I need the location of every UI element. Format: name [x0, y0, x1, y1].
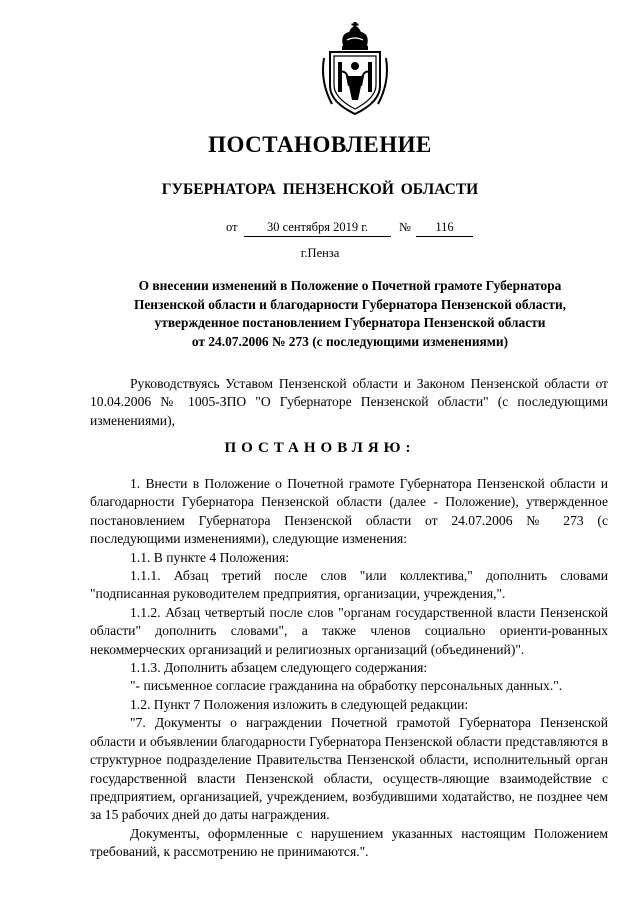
date-prefix: от — [226, 220, 238, 234]
document-date: 30 сентября 2019 г. — [244, 220, 391, 237]
document-subject — [100, 277, 600, 351]
preamble-text: Руководствуясь Уставом Пензенской области и Законом Пензенской области от 10.04.2006 № 1005-ЗПО "О Губернаторе Пензенской области" (с последующими изменениями), — [90, 376, 608, 428]
city-label: г.Пенза — [300, 246, 340, 260]
paragraph: 1.1.1. Абзац третий после слов "или коллектива," дополнить словами "подписанная руководителем предприятия, организации, учреждения,". — [90, 568, 608, 602]
paragraph: "- письменное согласие гражданина на обработку персональных данных.". — [130, 678, 563, 694]
paragraph: 1.1.3. Дополнить абзацем следующего содержания: — [130, 660, 428, 676]
preamble — [90, 375, 608, 430]
document-type-title: ПОСТАНОВЛЕНИЕ — [208, 132, 432, 157]
decree-heading: ПОСТАНОВЛЯЮ: — [224, 440, 416, 456]
subject-line: О внесении изменений в Положение о Почетной грамоте Губернатора — [138, 278, 562, 293]
paragraph: "7. Документы о награждении Почетной грамотой Губернатора Пензенской области и объявлении благодарности Губернатора Пензенской области представляются в структурное подразделение Правительства Пензенской области, исполнительный орган государственной власти Пензенской области, осуществ-ляющие взаимодействие с предприятием, организацией, учреждением, возбудившими ходатайство, не позднее чем за 15 рабочих дней до даты награждения. — [90, 715, 608, 823]
issuer-title: ГУБЕРНАТОРА ПЕНЗЕНСКОЙ ОБЛАСТИ — [161, 181, 479, 198]
subject-line: Пензенской области и благодарности Губернатора Пензенской области, — [133, 296, 567, 312]
subject-line: утвержденное постановлением Губернатора Пензенской области — [154, 315, 546, 330]
paragraph: 1.2. Пункт 7 Положения изложить в следующей редакции: — [130, 696, 469, 712]
number-prefix: № — [399, 220, 411, 234]
subject-line: от 24.07.2006 № 273 (с последующими изменениями) — [191, 333, 509, 349]
paragraph: 1. Внести в Положение о Почетной грамоте Губернатора Пензенской области и благодарности Губернатора Пензенской области (далее - Положение), утвержденное постановлением Губернатора Пензенской области от 24.07.2006 № 273 (с последующими изменениями), следующие изменения: — [90, 476, 608, 547]
paragraph: 1.1. В пункте 4 Положения: — [130, 549, 290, 565]
paragraph: 1.1.2. Абзац четвертый после слов "органам государственной власти Пензенской области" дополнить словами", а также членов социально ориенти-рованных некоммерческих организаций и религиозных организаций (объединений)". — [90, 604, 608, 657]
paragraph: Документы, оформленные с нарушением указанных настоящим Положением требований, к рассмотрению не принимаются.". — [90, 825, 608, 860]
document-number: 116 — [416, 220, 473, 237]
document-body — [90, 475, 608, 862]
penza-coat-of-arms-icon — [316, 22, 394, 118]
